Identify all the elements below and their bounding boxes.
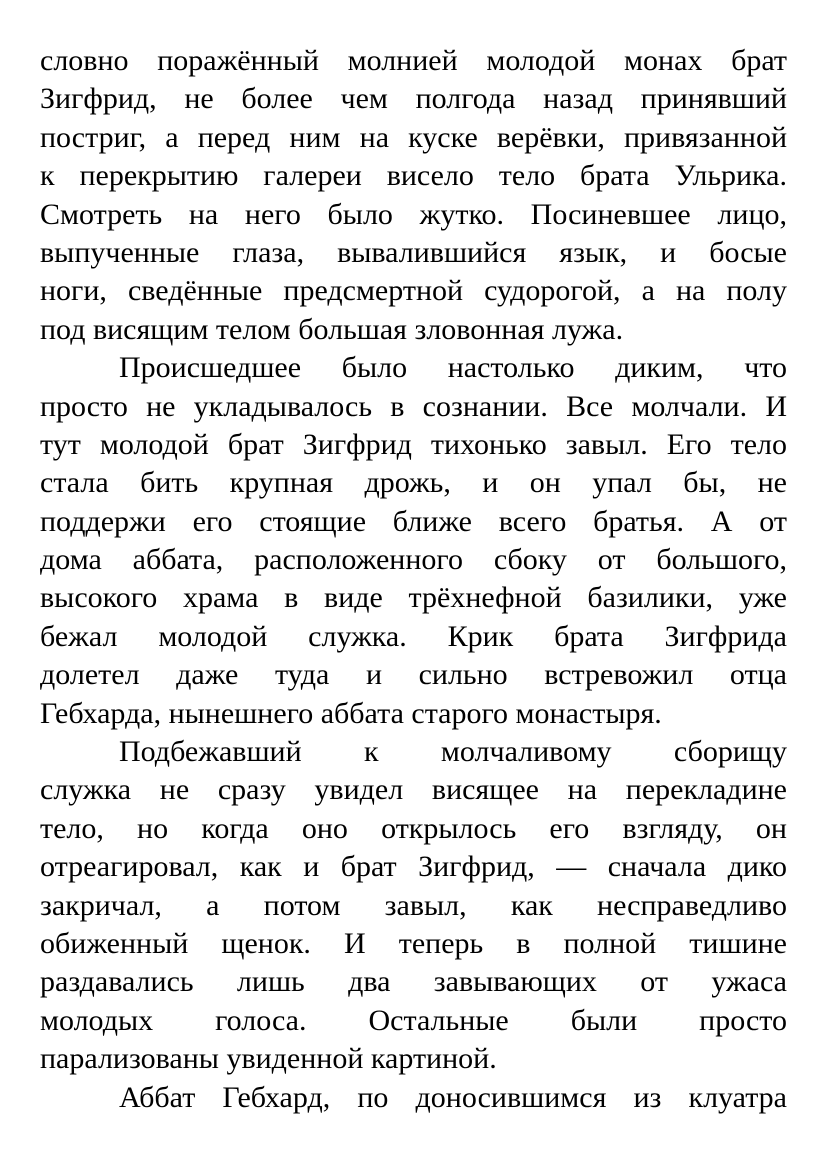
text-line: тут молодой брат Зигфрид тихонько завыл. Его тело bbox=[40, 427, 787, 461]
text-line: раздавались лишь два завывающих от ужаса bbox=[40, 965, 787, 999]
text-line: отреагировал, как и брат Зигфрид, — сначала дико bbox=[40, 850, 787, 884]
text-line: молодых голоса. Остальные были просто bbox=[40, 1003, 787, 1037]
paragraph-3 bbox=[40, 733, 787, 1079]
text-line: высокого храма в виде трёхнефной базилики, уже bbox=[40, 581, 787, 615]
text-line: ноги, сведённые предсмертной судорогой, а на полу bbox=[40, 274, 787, 308]
text-line: парализованы увиденной картиной. bbox=[40, 1042, 497, 1076]
text-line: постриг, а перед ним на куске верёвки, привязанной bbox=[40, 120, 787, 154]
text-line: словно поражённый молнией молодой монах брат bbox=[40, 44, 787, 77]
text-line: стала бить крупная дрожь, и он упал бы, не bbox=[40, 466, 787, 500]
text-line: Подбежавший к молчаливому сборищу bbox=[119, 735, 787, 769]
text-line: обиженный щенок. И теперь в полной тишине bbox=[40, 926, 787, 960]
text-line: к перекрытию галереи висело тело брата Ульрика. bbox=[40, 159, 787, 193]
text-line: поддержи его стоящие ближе всего братья. А от bbox=[40, 504, 787, 538]
text-line: Происшедшее было настолько диким, что bbox=[119, 351, 787, 385]
text-line: закричал, а потом завыл, как несправедливо bbox=[40, 888, 787, 922]
text-line: долетел даже туда и сильно встревожил отца bbox=[40, 658, 787, 692]
document-page bbox=[40, 42, 787, 1117]
text-line: под висящим телом большая зловонная лужа. bbox=[40, 312, 624, 346]
text-line: тело, но когда оно открылось его взгляду, он bbox=[40, 811, 787, 845]
text-line: дома аббата, расположенного сбоку от большого, bbox=[40, 543, 787, 577]
text-line: выпученные глаза, вывалившийся язык, и босые bbox=[40, 235, 787, 269]
text-line: просто не укладывалось в сознании. Все молчали. И bbox=[40, 389, 787, 423]
text-line: Гебхарда, нынешнего аббата старого монастыря. bbox=[40, 696, 662, 730]
paragraph-1 bbox=[40, 42, 787, 349]
text-line: Аббат Гебхард, по доносившимся из клуатра bbox=[119, 1080, 787, 1114]
text-line: служка не сразу увидел висящее на перекладине bbox=[40, 773, 787, 807]
text-line: бежал молодой служка. Крик брата Зигфрида bbox=[40, 619, 787, 653]
paragraph-4 bbox=[40, 1079, 787, 1117]
text-line: Смотреть на него было жутко. Посиневшее лицо, bbox=[40, 197, 787, 231]
paragraph-2 bbox=[40, 349, 787, 733]
text-line: Зигфрид, не более чем полгода назад принявший bbox=[40, 82, 787, 116]
